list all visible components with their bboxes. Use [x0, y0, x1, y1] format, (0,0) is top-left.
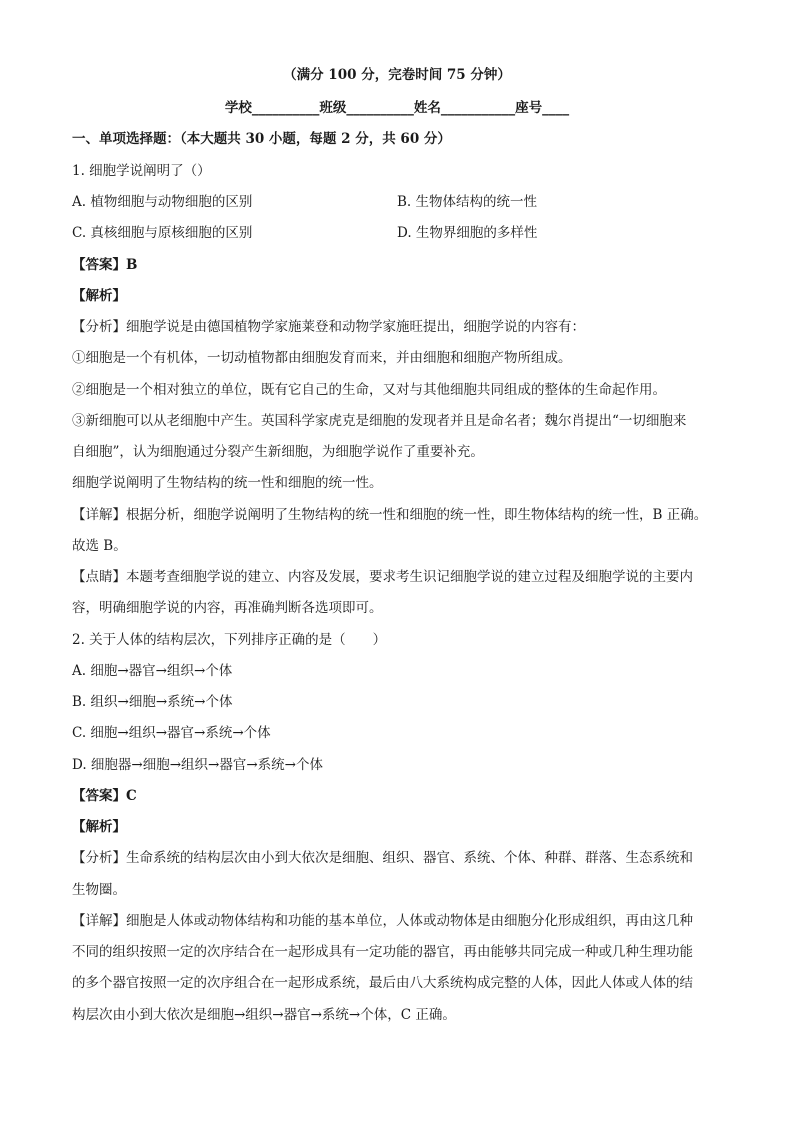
- q1-option-a: A. 植物细胞与动物细胞的区别: [72, 194, 253, 210]
- q1-analysis-line: ②细胞是一个相对独立的单位，既有它自己的生命，又对与其他细胞共同组成的整体的生命起作用。: [72, 382, 666, 398]
- q2-detail-line: 的多个器官按照一定的次序组合在一起形成系统，最后由八大系统构成完整的人体，因此人体或人体的结: [72, 975, 693, 991]
- student-info: 学校__________班级__________姓名___________座号____: [224, 100, 570, 116]
- q2-detail-line: 【详解】细胞是人体或动物体结构和功能的基本单位，人体或动物体是由细胞分化形成组织，再由这几种: [72, 913, 693, 929]
- q1-option-b: B. 生物体结构的统一性: [397, 194, 538, 210]
- q1-analysis-line: 【分析】细胞学说是由德国植物学家施莱登和动物学家施旺提出，细胞学说的内容有：: [72, 319, 585, 335]
- section-title: 一、单项选择题：（本大题共 30 小题，每题 2 分，共 60 分）: [72, 131, 451, 147]
- q1-detail-line: 【详解】根据分析，细胞学说阐明了生物结构的统一性和细胞的统一性，即生物体结构的统一性，B 正确。: [72, 507, 708, 523]
- q1-option-c: C. 真核细胞与原核细胞的区别: [72, 225, 253, 241]
- q1-comment-line: 【点睛】本题考查细胞学说的建立、内容及发展，要求考生识记细胞学说的建立过程及细胞学说的主要内: [72, 569, 693, 585]
- q1-analysis-line: ③新细胞可以从老细胞中产生。英国科学家虎克是细胞的发现者并且是命名者；魏尔肖提出“一切细胞来: [72, 413, 687, 429]
- q2-option-d: D. 细胞器→细胞→组织→器官→系统→个体: [72, 757, 323, 773]
- q2-detail-line: 构层次由小到大依次是细胞→组织→器官→系统→个体，C 正确。: [72, 1007, 456, 1023]
- q1-analysis-line: 细胞学说阐明了生物结构的统一性和细胞的统一性。: [72, 475, 383, 491]
- q2-detail-line: 不同的组织按照一定的次序结合在一起形成具有一定功能的器官，再由能够共同完成一种或几种生理功能: [72, 944, 693, 960]
- q1-comment-line: 容，明确细胞学说的内容，再准确判断各选项即可。: [72, 600, 383, 616]
- q2-option-a: A. 细胞→器官→组织→个体: [72, 663, 233, 679]
- q2-analysis-line: 【分析】生命系统的结构层次由小到大依次是细胞、组织、器官、系统、个体、种群、群落、生态系统和: [72, 850, 693, 866]
- question-2-stem: 2. 关于人体的结构层次，下列排序正确的是（ ）: [72, 632, 387, 648]
- q1-analysis-line: ①细胞是一个有机体，一切动植物都由细胞发育而来，并由细胞和细胞产物所组成。: [72, 350, 572, 366]
- q1-analysis-label: 【解析】: [72, 288, 126, 304]
- q1-detail-line: 故选 B。: [72, 538, 127, 554]
- q2-analysis-label: 【解析】: [72, 819, 126, 835]
- question-1-stem: 1. 细胞学说阐明了（）: [72, 163, 211, 179]
- q2-option-c: C. 细胞→组织→器官→系统→个体: [72, 725, 271, 741]
- q1-answer: 【答案】B: [72, 257, 138, 273]
- exam-info: （满分 100 分，完卷时间 75 分钟）: [283, 67, 511, 83]
- q2-analysis-line: 生物圈。: [72, 882, 126, 898]
- q2-option-b: B. 组织→细胞→系统→个体: [72, 694, 233, 710]
- q2-answer: 【答案】C: [72, 788, 137, 804]
- q1-option-d: D. 生物界细胞的多样性: [397, 225, 538, 241]
- q1-analysis-line: 自细胞”，认为细胞通过分裂产生新细胞，为细胞学说作了重要补充。: [72, 444, 484, 460]
